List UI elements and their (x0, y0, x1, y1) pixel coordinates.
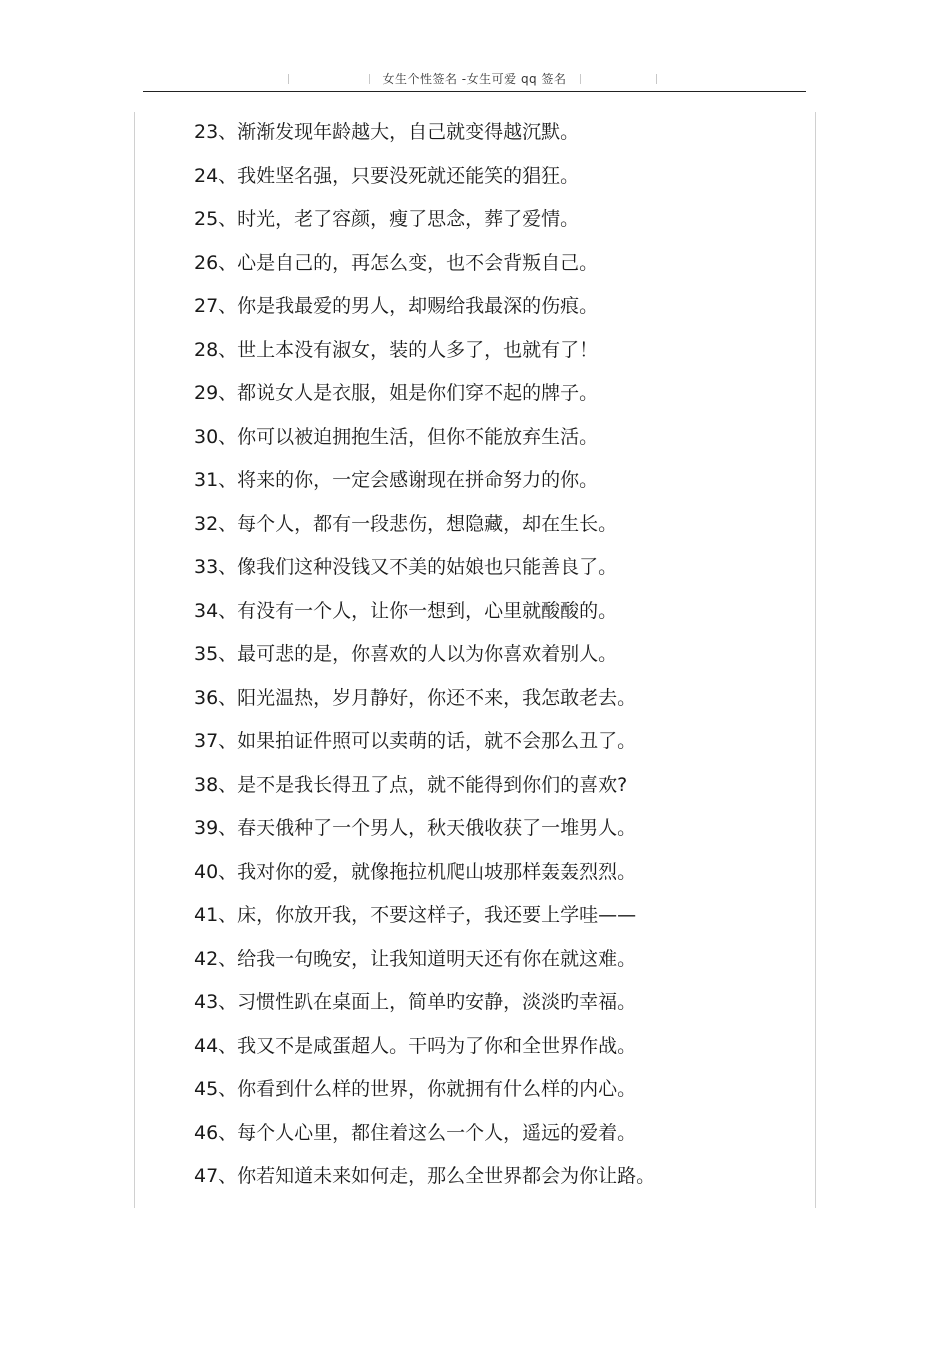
list-item: 28、世上本没有淑女，装的人多了，也就有了！ (194, 338, 599, 361)
list-item: 32、每个人，都有一段悲伤，想隐藏，却在生长。 (194, 512, 618, 535)
header-title: 女生个性签名 -女生可爱 qq 签名 (382, 72, 567, 86)
list-item: 35、最可悲的是，你喜欢的人以为你喜欢着别人。 (194, 643, 618, 665)
list-item: 29、都说女人是衣服，姐是你们穿不起的牌子。 (194, 382, 599, 404)
list-item: 44、我又不是咸蛋超人。干吗为了你和全世界作战。 (194, 1034, 637, 1057)
list-item: 42、给我一句晚安，让我知道明天还有你在就这难。 (194, 947, 637, 970)
list-item: 25、时光，老了容颜，瘦了思念，葬了爱情。 (194, 208, 580, 230)
list-item: 26、心是自己的，再怎么变，也不会背叛自己。 (194, 251, 599, 274)
signature-list (194, 117, 794, 1205)
page-header (143, 66, 806, 92)
left-margin-line (134, 112, 135, 1208)
list-item: 23、渐渐发现年龄越大，自己就变得越沉默。 (194, 121, 580, 143)
list-item: 43、习惯性趴在桌面上，简单旳安静，淡淡旳幸福。 (194, 991, 637, 1013)
list-item: 31、将来的你，一定会感谢现在拼命努力的你。 (194, 469, 599, 491)
list-item: 24、我姓坚名强，只要没死就还能笑的猖狂。 (194, 164, 580, 187)
list-item: 37、如果拍证件照可以卖萌的话，就不会那么丑了。 (194, 730, 637, 752)
header-rule (143, 91, 806, 92)
list-item: 33、像我们这种没钱又不美的姑娘也只能善良了。 (194, 556, 618, 578)
list-item: 41、床，你放开我，不要这样子，我还要上学哇—— (194, 904, 637, 926)
list-item: 30、你可以被迫拥抱生活，但你不能放弃生活。 (194, 425, 599, 448)
list-item: 38、是不是我长得丑了点，就不能得到你们的喜欢? (194, 773, 628, 796)
list-item: 46、每个人心里，都住着这么一个人，遥远的爱着。 (194, 1121, 637, 1144)
list-item: 40、我对你的爱，就像拖拉机爬山坡那样轰轰烈烈。 (194, 860, 637, 883)
list-item: 36、阳光温热，岁月静好，你还不来，我怎敢老去。 (194, 686, 637, 709)
right-margin-line (815, 112, 816, 1208)
list-item: 47、你若知道未来如何走，那么全世界都会为你让路。 (194, 1165, 656, 1187)
list-item: 39、春天俄种了一个男人，秋天俄收获了一堆男人。 (194, 817, 637, 839)
list-item: 27、你是我最爱的男人，却赐给我最深的伤痕。 (194, 295, 599, 317)
list-item: 45、你看到什么样的世界，你就拥有什么样的内心。 (194, 1078, 637, 1100)
list-item: 34、有没有一个人，让你一想到，心里就酸酸的。 (194, 599, 618, 622)
